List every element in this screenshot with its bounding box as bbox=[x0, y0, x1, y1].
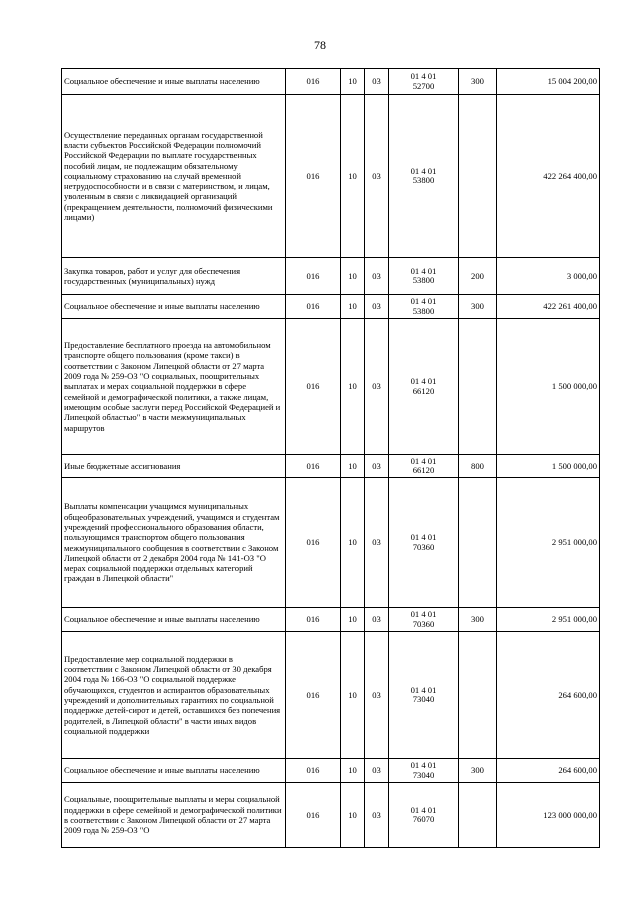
row-section-code: 10 bbox=[341, 608, 365, 632]
row-expense-type: 800 bbox=[459, 455, 497, 478]
target-article-part: 01 4 01 bbox=[410, 532, 437, 543]
row-target-article bbox=[389, 632, 459, 759]
row-target-article bbox=[389, 319, 459, 455]
table-row bbox=[62, 258, 600, 295]
row-description: Социальное обеспечение и иные выплаты населению bbox=[62, 759, 286, 783]
row-description: Закупка товаров, работ и услуг для обеспечения государственных (муниципальных) нужд bbox=[62, 258, 286, 295]
row-description: Осуществление переданных органам государственной власти субъектов Российской Федерации полномочий Российской Федерации по выплате государственных пособий лицам, не подлежащим обязательному социальному страхованию на случай временной нетрудоспособности и в связи с материнством, и лицам, уволенным в связи с ликвидацией организаций (прекращением деятельности, полномочий физическими лицами) bbox=[62, 95, 286, 258]
budget-table bbox=[61, 68, 600, 848]
target-article-part: 53800 bbox=[412, 305, 435, 316]
target-article-part: 53800 bbox=[412, 275, 435, 285]
row-expense-type bbox=[459, 783, 497, 848]
row-subsection-code: 03 bbox=[365, 783, 389, 848]
row-subsection-code: 03 bbox=[365, 69, 389, 95]
row-target-article bbox=[389, 478, 459, 608]
row-subsection-code: 03 bbox=[365, 632, 389, 759]
row-ministry-code: 016 bbox=[286, 455, 341, 478]
row-section-code: 10 bbox=[341, 632, 365, 759]
target-article-part: 01 4 01 bbox=[410, 265, 437, 276]
row-expense-type: 200 bbox=[459, 258, 497, 295]
target-article-part: 76070 bbox=[412, 814, 435, 824]
row-subsection-code: 03 bbox=[365, 319, 389, 455]
row-ministry-code: 016 bbox=[286, 632, 341, 759]
table-row bbox=[62, 455, 600, 478]
target-article-part: 01 4 01 bbox=[410, 804, 437, 815]
row-ministry-code: 016 bbox=[286, 258, 341, 295]
row-expense-type bbox=[459, 95, 497, 258]
target-article-part: 66120 bbox=[412, 465, 435, 475]
target-article-part: 01 4 01 bbox=[410, 609, 437, 620]
row-section-code: 10 bbox=[341, 258, 365, 295]
row-section-code: 10 bbox=[341, 478, 365, 608]
row-description: Предоставление мер социальной поддержки в соответствии с Законом Липецкой области от 30 декабря 2004 года № 166-ОЗ "О социальной поддержке обучающихся, студентов и аспирантов образовательных учреждений и дополнительных гарантиях по социальной поддержке детей-сирот и детей, оставшихся без попечения родителей, в Липецкой области" в части иных видов социальной поддержки bbox=[62, 632, 286, 759]
row-target-article bbox=[389, 455, 459, 478]
row-target-article bbox=[389, 95, 459, 258]
row-section-code: 10 bbox=[341, 295, 365, 319]
row-expense-type bbox=[459, 319, 497, 455]
row-amount: 123 000 000,00 bbox=[497, 783, 600, 848]
row-description: Социальное обеспечение и иные выплаты населению bbox=[62, 608, 286, 632]
table-body bbox=[62, 69, 600, 848]
target-article-part: 53800 bbox=[412, 175, 435, 185]
row-description: Социальное обеспечение и иные выплаты населению bbox=[62, 69, 286, 95]
row-ministry-code: 016 bbox=[286, 69, 341, 95]
table-row bbox=[62, 69, 600, 95]
target-article-part: 01 4 01 bbox=[410, 296, 437, 307]
row-subsection-code: 03 bbox=[365, 759, 389, 783]
row-target-article bbox=[389, 295, 459, 319]
table-row bbox=[62, 608, 600, 632]
row-amount: 264 600,00 bbox=[497, 759, 600, 783]
row-subsection-code: 03 bbox=[365, 608, 389, 632]
row-section-code: 10 bbox=[341, 69, 365, 95]
row-section-code: 10 bbox=[341, 759, 365, 783]
row-amount: 15 004 200,00 bbox=[497, 69, 600, 95]
row-target-article bbox=[389, 759, 459, 783]
target-article-part: 01 4 01 bbox=[410, 455, 437, 466]
table-row bbox=[62, 319, 600, 455]
row-ministry-code: 016 bbox=[286, 759, 341, 783]
row-subsection-code: 03 bbox=[365, 95, 389, 258]
row-description: Социальные, поощрительные выплаты и меры социальной поддержки в сфере семейной и демографической политики в соответствии с Законом Липецкой области от 27 марта 2009 года № 259-ОЗ "О bbox=[62, 783, 286, 848]
row-amount: 2 951 000,00 bbox=[497, 478, 600, 608]
row-expense-type bbox=[459, 478, 497, 608]
row-expense-type: 300 bbox=[459, 295, 497, 319]
row-amount: 1 500 000,00 bbox=[497, 455, 600, 478]
row-section-code: 10 bbox=[341, 783, 365, 848]
row-description: Выплаты компенсации учащимся муниципальных общеобразовательных учреждений, учащимся и студентам учреждений профессионального образования области, пользующимся транспортом общего пользования межмуниципального сообщения в соответствии с Законом Липецкой области от 2 декабря 2004 года № 141-ОЗ "О мерах социальной поддержки отдельных категорий граждан в Липецкой области" bbox=[62, 478, 286, 608]
table-row bbox=[62, 95, 600, 258]
row-amount: 2 951 000,00 bbox=[497, 608, 600, 632]
row-target-article bbox=[389, 608, 459, 632]
row-amount: 3 000,00 bbox=[497, 258, 600, 295]
row-description: Предоставление бесплатного проезда на автомобильном транспорте общего пользования (кроме такси) в соответствии с Законом Липецкой области от 27 марта 2009 года № 259-ОЗ "О социальных, поощрительных выплатах и мерах социальной поддержки в сфере семейной и демографической политики, а также лицам, имеющим особые заслуги перед Российской Федерацией и Липецкой областью" в части межмуниципальных маршрутов bbox=[62, 319, 286, 455]
row-amount: 422 261 400,00 bbox=[497, 295, 600, 319]
row-target-article bbox=[389, 258, 459, 295]
row-expense-type: 300 bbox=[459, 759, 497, 783]
row-target-article bbox=[389, 783, 459, 848]
row-ministry-code: 016 bbox=[286, 295, 341, 319]
row-expense-type bbox=[459, 632, 497, 759]
row-subsection-code: 03 bbox=[365, 455, 389, 478]
row-subsection-code: 03 bbox=[365, 295, 389, 319]
target-article-part: 73040 bbox=[412, 769, 435, 780]
row-amount: 1 500 000,00 bbox=[497, 319, 600, 455]
target-article-part: 66120 bbox=[412, 385, 435, 396]
target-article-part: 70360 bbox=[412, 541, 435, 552]
target-article-part: 01 4 01 bbox=[410, 71, 437, 82]
page-number: 78 bbox=[314, 38, 326, 52]
row-ministry-code: 016 bbox=[286, 319, 341, 455]
row-section-code: 10 bbox=[341, 455, 365, 478]
target-article-part: 01 4 01 bbox=[410, 165, 437, 176]
table-row bbox=[62, 478, 600, 608]
row-amount: 264 600,00 bbox=[497, 632, 600, 759]
row-ministry-code: 016 bbox=[286, 95, 341, 258]
row-expense-type: 300 bbox=[459, 608, 497, 632]
target-article-part: 73040 bbox=[412, 694, 435, 704]
row-subsection-code: 03 bbox=[365, 258, 389, 295]
target-article-part: 52700 bbox=[412, 80, 435, 91]
table-row bbox=[62, 759, 600, 783]
row-description: Социальное обеспечение и иные выплаты населению bbox=[62, 295, 286, 319]
target-article-part: 70360 bbox=[412, 618, 435, 629]
target-article-part: 01 4 01 bbox=[410, 760, 437, 771]
table-row bbox=[62, 295, 600, 319]
target-article-part: 01 4 01 bbox=[410, 376, 437, 387]
row-subsection-code: 03 bbox=[365, 478, 389, 608]
row-section-code: 10 bbox=[341, 95, 365, 258]
row-ministry-code: 016 bbox=[286, 608, 341, 632]
row-description: Иные бюджетные ассигнования bbox=[62, 455, 286, 478]
row-expense-type: 300 bbox=[459, 69, 497, 95]
table-row bbox=[62, 632, 600, 759]
row-amount: 422 264 400,00 bbox=[497, 95, 600, 258]
row-target-article bbox=[389, 69, 459, 95]
row-ministry-code: 016 bbox=[286, 783, 341, 848]
table-row bbox=[62, 783, 600, 848]
target-article-part: 01 4 01 bbox=[410, 684, 437, 695]
row-ministry-code: 016 bbox=[286, 478, 341, 608]
row-section-code: 10 bbox=[341, 319, 365, 455]
